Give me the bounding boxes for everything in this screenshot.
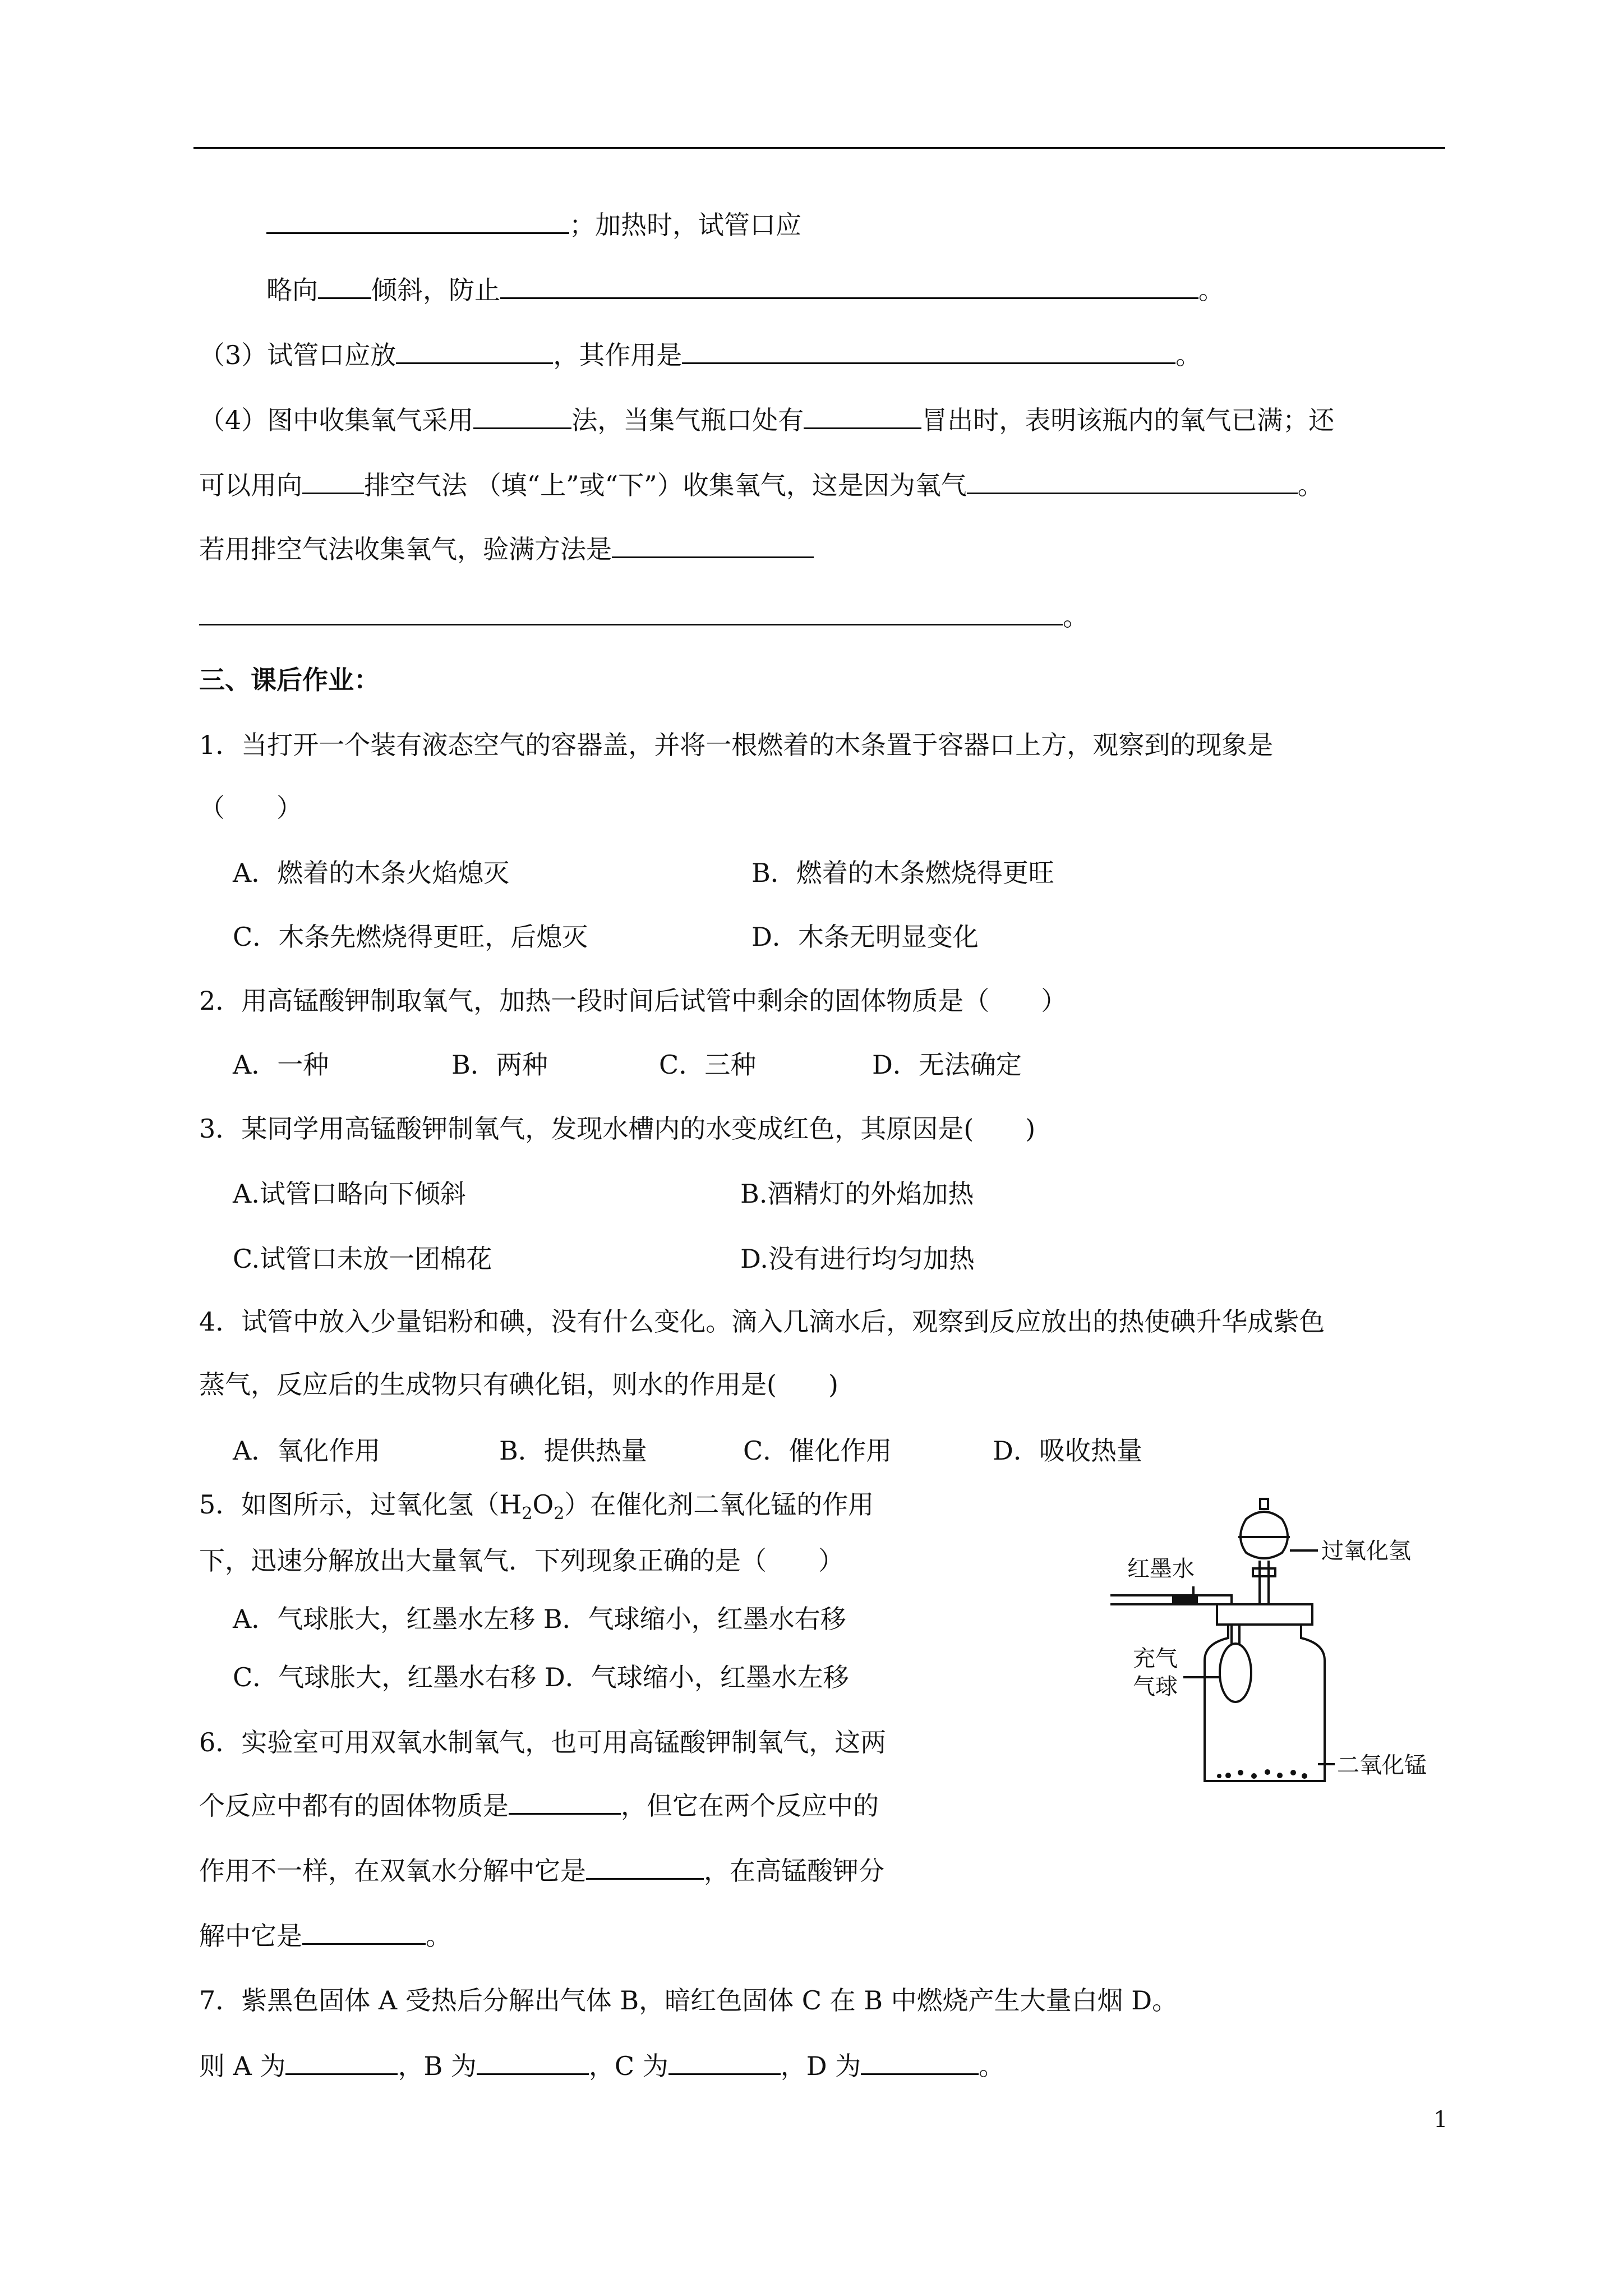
q6-line-2 [199, 1788, 879, 1823]
funnel-stopper [1260, 1499, 1268, 1509]
text: 。 [979, 2051, 1005, 2081]
q6-line-1: 6．实验室可用双氧水制氧气，也可用高锰酸钾制氧气，这两 [199, 1727, 887, 1757]
blank[interactable] [509, 1788, 621, 1815]
text: ，其作用是 [553, 340, 683, 370]
text: （3）试管口应放 [199, 340, 396, 370]
q4-stem: 4．试管中放入少量铝粉和碘，没有什么变化。滴入几滴水后，观察到反应放出的热使碘升华成紫色 [199, 1306, 1325, 1337]
blank[interactable] [612, 532, 814, 558]
text: ，C 为 [588, 2051, 668, 2081]
label-balloon-2: 气球 [1133, 1674, 1178, 1700]
bottle-stopper [1217, 1604, 1312, 1625]
q3-option-a[interactable]: A.试管口略向下倾斜 [233, 1179, 466, 1209]
text: ，B 为 [398, 2051, 477, 2081]
q2-option-a[interactable]: A．一种 [233, 1050, 329, 1080]
blank[interactable] [318, 273, 371, 299]
text: 倾斜，防止 [371, 275, 500, 305]
subscript: 2 [522, 1504, 533, 1524]
q4-option-c[interactable]: C．催化作用 [743, 1435, 892, 1466]
text: （4）图中收集氧气采用 [199, 405, 474, 435]
text: 。 [426, 1921, 451, 1951]
text: 略向 [266, 275, 318, 305]
q1-option-c[interactable]: C．木条先燃烧得更旺，后熄灭 [233, 922, 588, 952]
q2-option-d[interactable]: D．无法确定 [872, 1050, 1022, 1080]
q4-option-d[interactable]: D．吸收热量 [993, 1435, 1142, 1466]
text: 排空气法 （填“上”或“下”）收集氧气，这是因为氧气 [364, 470, 967, 500]
blank[interactable] [500, 273, 1198, 299]
header-rule [193, 147, 1445, 149]
glass-tube [1110, 1595, 1232, 1604]
q4-option-a[interactable]: A．氧化作用 [233, 1435, 381, 1466]
text: 若用排空气法收集氧气，验满方法是 [199, 534, 612, 564]
line-6 [199, 532, 814, 566]
q4-option-b[interactable]: B．提供热量 [499, 1435, 647, 1466]
q3-stem: 3．某同学用高锰酸钾制氧气，发现水槽内的水变成红色，其原因是( ) [199, 1114, 1036, 1144]
q1-option-a[interactable]: A．燃着的木条火焰熄灭 [233, 858, 510, 888]
q6-line-3 [199, 1853, 884, 1888]
text: 则 A 为 [199, 2051, 286, 2081]
q7-stem: 7．紫黑色固体 A 受热后分解出气体 B，暗红色固体 C 在 B 中燃烧产生大量白烟 D。 [199, 1985, 1178, 2016]
text: O [532, 1489, 554, 1520]
text: 法，当集气瓶口处有 [571, 405, 804, 435]
text: ；加热时，试管口应 [569, 210, 801, 240]
line-1 [266, 208, 801, 242]
q7-answers [199, 2049, 1004, 2083]
bottle [1205, 1625, 1325, 1781]
ink-droplet [1172, 1596, 1198, 1604]
text: 。 [1063, 601, 1089, 632]
q1-option-b[interactable]: B．燃着的木条燃烧得更旺 [751, 858, 1054, 888]
blank[interactable] [302, 468, 364, 494]
text: ，在高锰酸钾分 [704, 1856, 884, 1886]
q5-stem2: 下，迅速分解放出大量氧气．下列现象正确的是（ ） [199, 1545, 844, 1576]
blank[interactable] [285, 2049, 398, 2075]
q2-stem: 2．用高锰酸钾制取氧气，加热一段时间后试管中剩余的固体物质是（ ） [199, 986, 1067, 1016]
balloon [1220, 1644, 1251, 1702]
q1-paren: （ ） [199, 793, 302, 823]
funnel-stopcock [1253, 1568, 1275, 1576]
text: ）在催化剂二氧化锰的作用 [564, 1489, 874, 1520]
label-balloon-1: 充气 [1133, 1646, 1178, 1672]
line-7 [199, 599, 1089, 633]
text: 作用不一样，在双氧水分解中它是 [199, 1856, 586, 1886]
blank[interactable] [804, 403, 921, 429]
blank[interactable] [682, 338, 1175, 364]
inner-tube [1232, 1625, 1239, 1644]
blank[interactable] [668, 2049, 781, 2075]
blank[interactable] [477, 2049, 589, 2075]
blank[interactable] [199, 599, 1063, 625]
funnel-bulb [1241, 1512, 1288, 1558]
mno2-granules [1217, 1769, 1307, 1779]
subscript: 2 [554, 1504, 565, 1524]
q3-option-c[interactable]: C.试管口未放一团棉花 [233, 1244, 492, 1274]
text: 个反应中都有的固体物质是 [199, 1791, 509, 1821]
blank[interactable] [967, 468, 1298, 494]
q2-option-c[interactable]: C．三种 [659, 1050, 757, 1080]
q5-options-cd[interactable]: C．气球胀大，红墨水右移 D．气球缩小，红墨水左移 [233, 1662, 849, 1692]
blank[interactable] [861, 2049, 979, 2075]
q4-stem2: 蒸气，反应后的生成物只有碘化铝，则水的作用是( ) [199, 1369, 838, 1400]
q6-line-4 [199, 1918, 451, 1953]
text: ，D 为 [780, 2051, 861, 2081]
label-mno2: 二氧化锰 [1337, 1752, 1427, 1778]
text: 冒出时，表明该瓶内的氧气已满；还 [921, 405, 1335, 435]
label-ink: 红墨水 [1127, 1556, 1195, 1582]
text: ，但它在两个反应中的 [621, 1791, 879, 1821]
label-h2o2: 过氧化氢 [1321, 1538, 1411, 1564]
text: 。 [1175, 340, 1202, 370]
blank[interactable] [396, 338, 553, 364]
line-3 [199, 338, 1201, 372]
q1-stem: 1．当打开一个装有液态空气的容器盖，并将一根燃着的木条置于容器口上方，观察到的现象是 [199, 730, 1274, 760]
text: 5．如图所示，过氧化氢（H [199, 1489, 522, 1520]
line-2 [266, 273, 1224, 307]
line-4 [199, 403, 1334, 437]
text: 。 [1198, 275, 1224, 305]
blank[interactable] [473, 403, 571, 429]
q1-option-d[interactable]: D．木条无明显变化 [751, 922, 979, 952]
blank[interactable] [586, 1853, 704, 1880]
text: 可以用向 [199, 470, 302, 500]
line-5 [199, 468, 1324, 502]
apparatus-figure [1099, 1492, 1447, 1806]
blank[interactable] [266, 208, 569, 234]
text: 解中它是 [199, 1921, 302, 1951]
q2-option-b[interactable]: B．两种 [451, 1050, 548, 1080]
q3-option-d[interactable]: D.没有进行均匀加热 [740, 1244, 975, 1274]
section-title: 三、课后作业： [199, 665, 380, 695]
page-number: 1 [1433, 2107, 1448, 2133]
funnel-stem [1260, 1561, 1269, 1604]
text: 。 [1297, 470, 1324, 500]
q3-option-b[interactable]: B.酒精灯的外焰加热 [740, 1179, 974, 1209]
blank[interactable] [302, 1918, 426, 1945]
q5-stem [199, 1488, 874, 1531]
q5-options-ab[interactable]: A．气球胀大，红墨水左移 B．气球缩小，红墨水右移 [233, 1604, 846, 1634]
